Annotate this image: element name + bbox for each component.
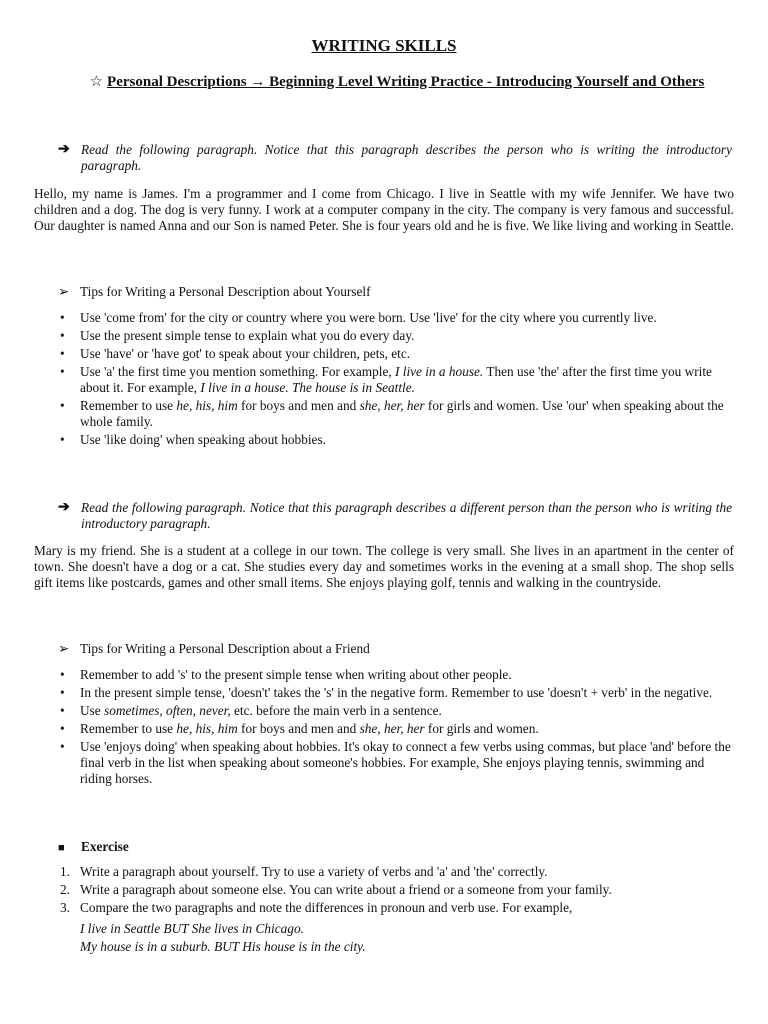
tips-list-yourself [58,310,734,450]
bullet-icon: • [60,346,65,361]
instruction-1-text: Read the following paragraph. Notice that this paragraph describes the person who is writing the introductory paragraph. [81,142,732,173]
tip-text: Use 'a' the first time you mention something. For example, [80,364,395,379]
tips-heading-yourself-text: Tips for Writing a Personal Description about Yourself [80,284,371,299]
tips-list-friend [58,667,734,789]
tip-text: Use the present simple tense to explain what you do every day. [80,328,415,343]
list-item [58,882,734,898]
tip-example: she, her, her [359,721,425,736]
bullet-icon: • [60,432,65,447]
tip-text: for girls and women. [424,721,539,736]
list-item [58,739,734,787]
comparison-examples [80,920,366,956]
tip-text: Use [80,703,105,718]
list-item [58,364,734,396]
bullet-icon: • [60,685,65,700]
tips-heading-friend [58,641,732,657]
tip-text: Remember to use [80,398,177,413]
bullet-icon: • [60,739,65,754]
item-number: 2. [60,882,70,897]
exercise-text: Write a paragraph about yourself. Try to use a variety of verbs and 'a' and 'the' correctly. [80,864,548,879]
list-item [58,667,734,683]
triangle-arrow-icon: ➢ [58,641,70,656]
paragraph-mary: Mary is my friend. She is a student at a college in our town. The college is very small. She lives in an apartment in the center of town. She doesn't have a dog or a cat. She studies every day and sometimes works in the evening at a small shop. The shop sells gift items like postcards, games and other small items. She enjoys playing golf, tennis and walking in the countryside. [34,543,734,590]
bullet-icon: • [60,310,65,325]
list-item [58,721,734,737]
tips-heading-friend-text: Tips for Writing a Personal Description about a Friend [80,641,370,656]
paragraph-james: Hello, my name is James. I'm a programmer and I come from Chicago. I live in Seattle with my wife Jennifer. We have two children and a dog. The dog is very funny. I work at a computer company in the city. The company is very famous and successful. Our daughter is named Anna and our Son is named Peter. She is four years old and he is five. We like living and working in Seattle. [34,186,734,233]
tip-text: for boys and men and [237,398,360,413]
list-item [58,310,734,326]
bullet-icon: • [60,328,65,343]
triangle-arrow-icon: ➢ [58,284,70,299]
example-line: I live in Seattle BUT She lives in Chicago. [80,921,304,936]
instruction-2-text: Read the following paragraph. Notice that this paragraph describes a different person than the person who is writing the introductory paragraph. [81,500,732,531]
tip-text: Then use 'the' after the first time you write about it. For example, [80,364,712,395]
subtitle-text: Personal Descriptions → Beginning Level Writing Practice - Introducing Yourself and Others [107,74,705,90]
star-icon: ☆ [89,74,104,90]
exercise-heading [58,839,129,856]
bullet-icon: • [60,667,65,682]
tip-example: I live in a house. [395,364,484,379]
tip-example: she, her, her [359,398,425,413]
instruction-2 [58,500,732,532]
tip-text: Use 'like doing' when speaking about hobbies. [80,432,326,447]
tip-text: for boys and men and [237,721,360,736]
tip-text: Use 'enjoys doing' when speaking about hobbies. It's okay to connect a few verbs using commas, but place 'and' before the final verb in the list when speaking about someone's hobbies. For example, She enjoys playing tennis, swimming and riding horses. [80,739,731,786]
tip-text: Use 'come from' for the city or country where you were born. Use 'live' for the city where you currently live. [80,310,657,325]
page-subtitle [62,72,732,92]
list-item [58,328,734,344]
tip-text: for girls and women. Use 'our' when speaking about the whole family. [80,398,724,429]
item-number: 1. [60,864,70,879]
exercise-heading-text: Exercise [81,839,129,854]
tips-heading-yourself [58,284,732,300]
bullet-icon: • [60,364,65,379]
arrow-icon: ➔ [58,500,70,515]
bullet-icon: • [60,703,65,718]
exercise-text: Compare the two paragraphs and note the differences in pronoun and verb use. For example, [80,900,573,915]
example-line: My house is in a suburb. BUT His house is in the city. [80,939,366,954]
exercise-text: Write a paragraph about someone else. You can write about a friend or a someone from your family. [80,882,612,897]
tip-example: sometimes, often, never, [104,703,231,718]
instruction-1 [58,142,732,174]
list-item [58,432,734,448]
tip-text: Remember to use [80,721,177,736]
list-item [58,864,734,880]
tip-text: Use 'have' or 'have got' to speak about your children, pets, etc. [80,346,411,361]
square-bullet-icon: ■ [58,842,65,854]
list-item [58,346,734,362]
arrow-icon: ➔ [58,142,70,157]
bullet-icon: • [60,398,65,413]
exercise-list [58,864,734,918]
tip-example: he, his, him [176,721,238,736]
tip-text: etc. before the main verb in a sentence. [230,703,442,718]
list-item [58,900,734,916]
list-item [58,703,734,719]
tip-text: Remember to add 's' to the present simple tense when writing about other people. [80,667,512,682]
bullet-icon: • [60,721,65,736]
item-number: 3. [60,900,70,915]
tip-example: he, his, him [176,398,238,413]
list-item [58,685,734,701]
tip-example: I live in a house. The house is in Seattle. [200,380,415,395]
tip-text: In the present simple tense, 'doesn't' takes the 's' in the negative form. Remember to use 'doesn't + verb' in the negative. [80,685,713,700]
page-title: WRITING SKILLS [311,36,457,55]
list-item [58,398,734,430]
